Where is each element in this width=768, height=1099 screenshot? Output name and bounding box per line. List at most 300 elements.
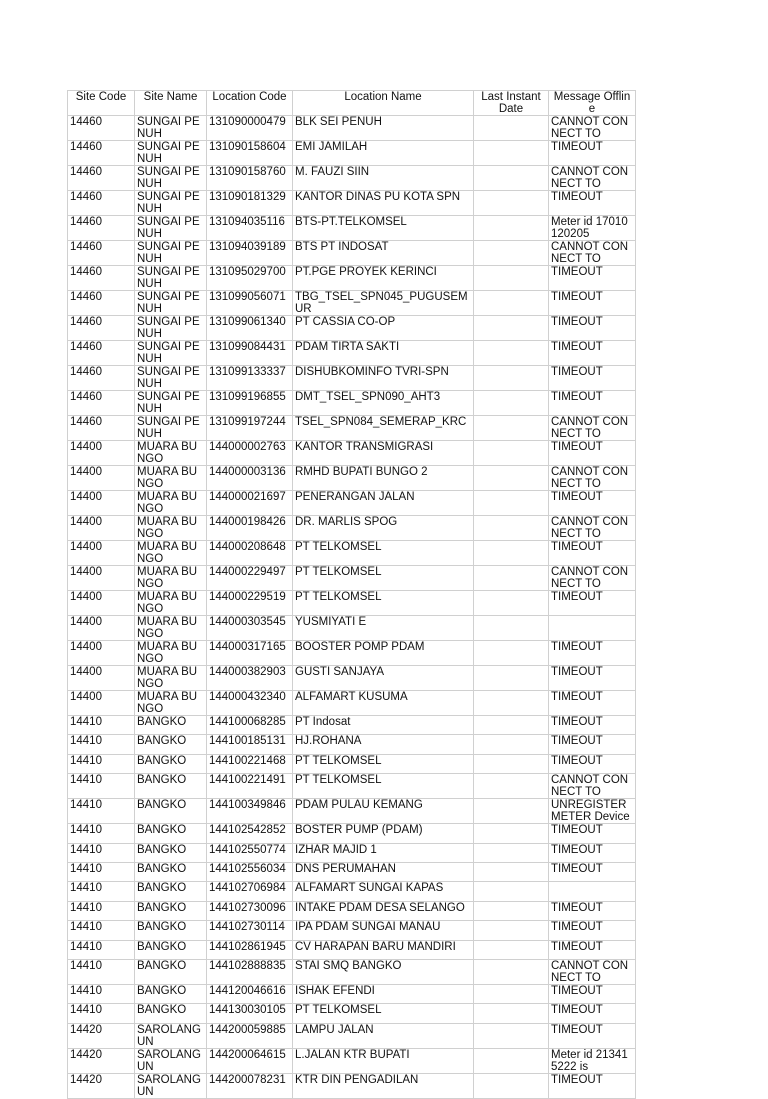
cell-location-code: 144100185131 [207, 735, 293, 754]
table-row [68, 1004, 636, 1023]
table-row [68, 774, 636, 799]
cell-site-name: SUNGAI PENUH [135, 291, 207, 316]
table-row [68, 216, 636, 241]
cell-location-name: RMHD BUPATI BUNGO 2 [293, 466, 474, 491]
cell-site-name: BANGKO [135, 901, 207, 920]
table-row [68, 591, 636, 616]
cell-message-offline: TIMEOUT [549, 666, 636, 691]
cell-message-offline: TIMEOUT [549, 754, 636, 773]
cell-last-instant-date [474, 959, 549, 984]
cell-site-code: 14460 [68, 191, 135, 216]
table-row [68, 441, 636, 466]
cell-site-code: 14410 [68, 824, 135, 843]
cell-message-offline: TIMEOUT [549, 901, 636, 920]
cell-site-code: 14410 [68, 901, 135, 920]
cell-message-offline: TIMEOUT [549, 266, 636, 291]
cell-location-name: IZHAR MAJID 1 [293, 843, 474, 862]
cell-message-offline: TIMEOUT [549, 843, 636, 862]
cell-site-name: MUARA BUNGO [135, 466, 207, 491]
cell-location-code: 131090181329 [207, 191, 293, 216]
table-row [68, 921, 636, 940]
table-body [68, 116, 636, 1099]
cell-last-instant-date [474, 716, 549, 735]
cell-site-name: SUNGAI PENUH [135, 116, 207, 141]
cell-location-name: BTS-PT.TELKOMSEL [293, 216, 474, 241]
cell-site-code: 14460 [68, 291, 135, 316]
cell-location-name: PT TELKOMSEL [293, 541, 474, 566]
table-row [68, 291, 636, 316]
cell-location-code: 131099084431 [207, 341, 293, 366]
table-row [68, 716, 636, 735]
cell-location-code: 144100221468 [207, 754, 293, 773]
header-last-instant-date: Last Instant Date [474, 91, 549, 116]
cell-site-code: 14400 [68, 616, 135, 641]
cell-site-name: BANGKO [135, 774, 207, 799]
cell-site-code: 14460 [68, 141, 135, 166]
cell-last-instant-date [474, 491, 549, 516]
cell-site-code: 14460 [68, 341, 135, 366]
cell-last-instant-date [474, 316, 549, 341]
cell-message-offline: TIMEOUT [549, 341, 636, 366]
cell-location-name: PT Indosat [293, 716, 474, 735]
table-row [68, 754, 636, 773]
cell-last-instant-date [474, 1004, 549, 1023]
cell-site-name: SUNGAI PENUH [135, 316, 207, 341]
cell-site-code: 14460 [68, 216, 135, 241]
cell-site-code: 14410 [68, 799, 135, 824]
cell-location-name: BTS PT INDOSAT [293, 241, 474, 266]
cell-location-name: YUSMIYATI E [293, 616, 474, 641]
cell-location-name: BOOSTER POMP PDAM [293, 641, 474, 666]
cell-last-instant-date [474, 940, 549, 959]
cell-location-name: TSEL_SPN084_SEMERAP_KRC [293, 416, 474, 441]
cell-message-offline: TIMEOUT [549, 984, 636, 1003]
cell-message-offline: TIMEOUT [549, 1004, 636, 1023]
cell-message-offline: TIMEOUT [549, 862, 636, 881]
table-row [68, 735, 636, 754]
cell-site-name: BANGKO [135, 959, 207, 984]
table-row [68, 266, 636, 291]
cell-last-instant-date [474, 516, 549, 541]
cell-location-code: 131095029700 [207, 266, 293, 291]
cell-site-code: 14410 [68, 754, 135, 773]
cell-last-instant-date [474, 901, 549, 920]
cell-location-code: 144000303545 [207, 616, 293, 641]
cell-site-code: 14410 [68, 716, 135, 735]
cell-site-name: SUNGAI PENUH [135, 241, 207, 266]
cell-location-code: 131099061340 [207, 316, 293, 341]
cell-last-instant-date [474, 754, 549, 773]
cell-location-name: TBG_TSEL_SPN045_PUGUSEMUR [293, 291, 474, 316]
cell-last-instant-date [474, 116, 549, 141]
cell-site-code: 14460 [68, 166, 135, 191]
cell-location-code: 144100349846 [207, 799, 293, 824]
cell-site-code: 14420 [68, 1023, 135, 1048]
cell-location-name: PT TELKOMSEL [293, 1004, 474, 1023]
cell-location-name: STAI SMQ BANGKO [293, 959, 474, 984]
header-site-code: Site Code [68, 91, 135, 116]
table-row [68, 341, 636, 366]
cell-location-code: 144102556034 [207, 862, 293, 881]
cell-site-code: 14410 [68, 940, 135, 959]
cell-message-offline: TIMEOUT [549, 691, 636, 716]
cell-location-name: ALFAMART SUNGAI KAPAS [293, 882, 474, 901]
cell-message-offline: TIMEOUT [549, 291, 636, 316]
cell-last-instant-date [474, 691, 549, 716]
cell-last-instant-date [474, 466, 549, 491]
cell-location-name: PDAM PULAU KEMANG [293, 799, 474, 824]
cell-site-code: 14400 [68, 591, 135, 616]
cell-site-code: 14400 [68, 441, 135, 466]
table-row [68, 166, 636, 191]
cell-message-offline: UNREGISTER METER Device [549, 799, 636, 824]
cell-site-name: SUNGAI PENUH [135, 216, 207, 241]
cell-site-name: MUARA BUNGO [135, 491, 207, 516]
cell-last-instant-date [474, 566, 549, 591]
cell-site-code: 14410 [68, 843, 135, 862]
cell-site-name: SAROLANG UN [135, 1048, 207, 1073]
cell-site-code: 14410 [68, 959, 135, 984]
table-row [68, 116, 636, 141]
cell-message-offline: TIMEOUT [549, 1023, 636, 1048]
table-row [68, 641, 636, 666]
table-row [68, 141, 636, 166]
cell-message-offline: TIMEOUT [549, 716, 636, 735]
cell-site-code: 14460 [68, 116, 135, 141]
cell-last-instant-date [474, 616, 549, 641]
cell-location-name: PT CASSIA CO-OP [293, 316, 474, 341]
table-row [68, 491, 636, 516]
cell-location-code: 131099056071 [207, 291, 293, 316]
cell-message-offline: TIMEOUT [549, 641, 636, 666]
cell-site-code: 14410 [68, 862, 135, 881]
cell-site-name: BANGKO [135, 940, 207, 959]
cell-site-name: MUARA BUNGO [135, 541, 207, 566]
cell-last-instant-date [474, 366, 549, 391]
cell-location-name: DISHUBKOMINFO TVRI-SPN [293, 366, 474, 391]
cell-site-code: 14460 [68, 366, 135, 391]
cell-message-offline: CANNOT CONNECT TO [549, 241, 636, 266]
cell-message-offline [549, 882, 636, 901]
cell-location-name: PT TELKOMSEL [293, 566, 474, 591]
cell-message-offline: TIMEOUT [549, 316, 636, 341]
cell-location-code: 144102888835 [207, 959, 293, 984]
cell-site-code: 14400 [68, 666, 135, 691]
cell-site-name: SUNGAI PENUH [135, 416, 207, 441]
cell-location-code: 131099133337 [207, 366, 293, 391]
cell-location-name: PT TELKOMSEL [293, 754, 474, 773]
cell-message-offline: TIMEOUT [549, 191, 636, 216]
header-location-name: Location Name [293, 91, 474, 116]
cell-location-name: CV HARAPAN BARU MANDIRI [293, 940, 474, 959]
table-row [68, 416, 636, 441]
table-row [68, 843, 636, 862]
cell-site-name: BANGKO [135, 754, 207, 773]
cell-message-offline: Meter id 213415222 is [549, 1048, 636, 1073]
cell-site-name: SUNGAI PENUH [135, 166, 207, 191]
cell-last-instant-date [474, 591, 549, 616]
cell-location-name: PT.PGE PROYEK KERINCI [293, 266, 474, 291]
cell-site-name: MUARA BUNGO [135, 441, 207, 466]
cell-location-name: EMI JAMILAH [293, 141, 474, 166]
table-row [68, 1023, 636, 1048]
cell-last-instant-date [474, 862, 549, 881]
cell-site-name: SAROLANG UN [135, 1023, 207, 1048]
cell-location-name: INTAKE PDAM DESA SELANGO [293, 901, 474, 920]
cell-message-offline: TIMEOUT [549, 541, 636, 566]
cell-location-name: HJ.ROHANA [293, 735, 474, 754]
cell-last-instant-date [474, 641, 549, 666]
cell-location-name: M. FAUZI SIIN [293, 166, 474, 191]
cell-last-instant-date [474, 291, 549, 316]
cell-site-name: MUARA BUNGO [135, 641, 207, 666]
table-row [68, 940, 636, 959]
cell-site-code: 14400 [68, 491, 135, 516]
cell-site-name: BANGKO [135, 824, 207, 843]
cell-location-code: 144100068285 [207, 716, 293, 735]
table-row [68, 366, 636, 391]
cell-site-name: BANGKO [135, 882, 207, 901]
cell-last-instant-date [474, 921, 549, 940]
cell-last-instant-date [474, 1048, 549, 1073]
cell-location-name: IPA PDAM SUNGAI MANAU [293, 921, 474, 940]
cell-site-code: 14400 [68, 691, 135, 716]
header-row [68, 91, 636, 116]
cell-location-code: 144200078231 [207, 1073, 293, 1098]
cell-site-name: SUNGAI PENUH [135, 341, 207, 366]
cell-message-offline: TIMEOUT [549, 366, 636, 391]
table-row [68, 466, 636, 491]
table-row [68, 984, 636, 1003]
cell-message-offline: CANNOT CONNECT TO [549, 416, 636, 441]
cell-site-name: MUARA BUNGO [135, 591, 207, 616]
cell-location-code: 144102730114 [207, 921, 293, 940]
cell-site-code: 14460 [68, 316, 135, 341]
cell-last-instant-date [474, 441, 549, 466]
cell-location-name: KANTOR DINAS PU KOTA SPN [293, 191, 474, 216]
cell-last-instant-date [474, 191, 549, 216]
cell-site-code: 14460 [68, 391, 135, 416]
cell-site-code: 14400 [68, 466, 135, 491]
table-row [68, 882, 636, 901]
cell-site-code: 14400 [68, 566, 135, 591]
cell-site-name: SUNGAI PENUH [135, 266, 207, 291]
cell-location-name: PENERANGAN JALAN [293, 491, 474, 516]
cell-location-code: 131090158604 [207, 141, 293, 166]
cell-last-instant-date [474, 824, 549, 843]
cell-site-code: 14460 [68, 416, 135, 441]
cell-last-instant-date [474, 166, 549, 191]
cell-location-name: L.JALAN KTR BUPATI [293, 1048, 474, 1073]
cell-site-name: SAROLANG UN [135, 1073, 207, 1098]
cell-site-name: MUARA BUNGO [135, 691, 207, 716]
cell-location-code: 144000382903 [207, 666, 293, 691]
table-row [68, 901, 636, 920]
cell-last-instant-date [474, 341, 549, 366]
cell-message-offline: TIMEOUT [549, 441, 636, 466]
cell-location-name: ALFAMART KUSUMA [293, 691, 474, 716]
cell-location-code: 144200059885 [207, 1023, 293, 1048]
cell-message-offline: CANNOT CONNECT TO [549, 516, 636, 541]
cell-location-name: PT TELKOMSEL [293, 774, 474, 799]
cell-site-code: 14460 [68, 241, 135, 266]
cell-location-code: 144102861945 [207, 940, 293, 959]
cell-message-offline: TIMEOUT [549, 940, 636, 959]
cell-site-name: SUNGAI PENUH [135, 191, 207, 216]
cell-message-offline: CANNOT CONNECT TO [549, 116, 636, 141]
cell-site-name: BANGKO [135, 735, 207, 754]
cell-site-name: BANGKO [135, 921, 207, 940]
cell-message-offline: TIMEOUT [549, 824, 636, 843]
cell-location-name: BOSTER PUMP (PDAM) [293, 824, 474, 843]
cell-last-instant-date [474, 1023, 549, 1048]
cell-site-code: 14410 [68, 1004, 135, 1023]
cell-site-code: 14400 [68, 641, 135, 666]
cell-site-name: BANGKO [135, 843, 207, 862]
cell-last-instant-date [474, 735, 549, 754]
cell-location-name: PDAM TIRTA SAKTI [293, 341, 474, 366]
cell-last-instant-date [474, 391, 549, 416]
cell-last-instant-date [474, 416, 549, 441]
cell-location-code: 144130030105 [207, 1004, 293, 1023]
cell-site-code: 14410 [68, 921, 135, 940]
cell-last-instant-date [474, 666, 549, 691]
cell-message-offline: TIMEOUT [549, 391, 636, 416]
cell-location-name: GUSTI SANJAYA [293, 666, 474, 691]
cell-location-code: 131099197244 [207, 416, 293, 441]
table-row [68, 566, 636, 591]
cell-site-name: MUARA BUNGO [135, 666, 207, 691]
table-row [68, 616, 636, 641]
cell-site-name: MUARA BUNGO [135, 566, 207, 591]
cell-site-name: BANGKO [135, 716, 207, 735]
cell-site-code: 14420 [68, 1048, 135, 1073]
cell-location-name: DR. MARLIS SPOG [293, 516, 474, 541]
header-location-code: Location Code [207, 91, 293, 116]
cell-site-code: 14400 [68, 541, 135, 566]
cell-location-code: 144000317165 [207, 641, 293, 666]
cell-site-code: 14410 [68, 774, 135, 799]
cell-location-name: DNS PERUMAHAN [293, 862, 474, 881]
cell-message-offline: CANNOT CONNECT TO [549, 166, 636, 191]
table-row [68, 1073, 636, 1098]
cell-location-code: 144000002763 [207, 441, 293, 466]
cell-location-code: 144000432340 [207, 691, 293, 716]
table-row [68, 862, 636, 881]
table-row [68, 541, 636, 566]
cell-location-name: BLK SEI PENUH [293, 116, 474, 141]
table-row [68, 666, 636, 691]
cell-message-offline: TIMEOUT [549, 1073, 636, 1098]
cell-location-name: PT TELKOMSEL [293, 591, 474, 616]
header-site-name: Site Name [135, 91, 207, 116]
cell-site-name: SUNGAI PENUH [135, 391, 207, 416]
table-row [68, 959, 636, 984]
table-row [68, 691, 636, 716]
cell-message-offline [549, 616, 636, 641]
cell-location-code: 131090158760 [207, 166, 293, 191]
cell-message-offline: TIMEOUT [549, 735, 636, 754]
table-row [68, 799, 636, 824]
cell-site-name: BANGKO [135, 862, 207, 881]
cell-last-instant-date [474, 799, 549, 824]
cell-site-name: BANGKO [135, 1004, 207, 1023]
cell-location-code: 144000198426 [207, 516, 293, 541]
cell-last-instant-date [474, 774, 549, 799]
cell-location-code: 144102706984 [207, 882, 293, 901]
cell-location-name: ISHAK EFENDI [293, 984, 474, 1003]
cell-message-offline: TIMEOUT [549, 141, 636, 166]
cell-site-name: MUARA BUNGO [135, 616, 207, 641]
cell-location-code: 131099196855 [207, 391, 293, 416]
cell-last-instant-date [474, 984, 549, 1003]
cell-site-code: 14460 [68, 266, 135, 291]
cell-last-instant-date [474, 843, 549, 862]
cell-location-name: KANTOR TRANSMIGRASI [293, 441, 474, 466]
cell-location-code: 144000208648 [207, 541, 293, 566]
cell-site-name: BANGKO [135, 984, 207, 1003]
table-row [68, 241, 636, 266]
table-row [68, 316, 636, 341]
cell-location-code: 144102550774 [207, 843, 293, 862]
cell-location-code: 144000229519 [207, 591, 293, 616]
header-message-offline: Message Offline [549, 91, 636, 116]
cell-location-code: 144102542852 [207, 824, 293, 843]
cell-site-code: 14410 [68, 882, 135, 901]
table-row [68, 191, 636, 216]
offline-meter-table [67, 90, 636, 1099]
cell-last-instant-date [474, 541, 549, 566]
table-row [68, 824, 636, 843]
cell-location-code: 144120046616 [207, 984, 293, 1003]
cell-location-name: DMT_TSEL_SPN090_AHT3 [293, 391, 474, 416]
cell-site-name: MUARA BUNGO [135, 516, 207, 541]
cell-location-name: LAMPU JALAN [293, 1023, 474, 1048]
cell-last-instant-date [474, 882, 549, 901]
cell-last-instant-date [474, 241, 549, 266]
cell-last-instant-date [474, 1073, 549, 1098]
cell-last-instant-date [474, 141, 549, 166]
cell-message-offline: CANNOT CONNECT TO [549, 466, 636, 491]
cell-site-name: SUNGAI PENUH [135, 141, 207, 166]
cell-location-code: 144000021697 [207, 491, 293, 516]
cell-message-offline: CANNOT CONNECT TO [549, 959, 636, 984]
cell-site-name: SUNGAI PENUH [135, 366, 207, 391]
cell-location-code: 131094039189 [207, 241, 293, 266]
cell-message-offline: TIMEOUT [549, 591, 636, 616]
cell-site-code: 14410 [68, 984, 135, 1003]
cell-site-code: 14410 [68, 735, 135, 754]
cell-location-code: 144100221491 [207, 774, 293, 799]
cell-location-name: KTR DIN PENGADILAN [293, 1073, 474, 1098]
cell-last-instant-date [474, 216, 549, 241]
cell-location-code: 131094035116 [207, 216, 293, 241]
cell-message-offline: Meter id 17010120205 [549, 216, 636, 241]
cell-site-name: BANGKO [135, 799, 207, 824]
cell-location-code: 144000229497 [207, 566, 293, 591]
table-row [68, 391, 636, 416]
cell-message-offline: TIMEOUT [549, 491, 636, 516]
cell-site-code: 14400 [68, 516, 135, 541]
cell-message-offline: CANNOT CONNECT TO [549, 774, 636, 799]
cell-last-instant-date [474, 266, 549, 291]
table-row [68, 1048, 636, 1073]
cell-location-code: 131090000479 [207, 116, 293, 141]
cell-location-code: 144200064615 [207, 1048, 293, 1073]
cell-message-offline: CANNOT CONNECT TO [549, 566, 636, 591]
cell-message-offline: TIMEOUT [549, 921, 636, 940]
cell-site-code: 14420 [68, 1073, 135, 1098]
